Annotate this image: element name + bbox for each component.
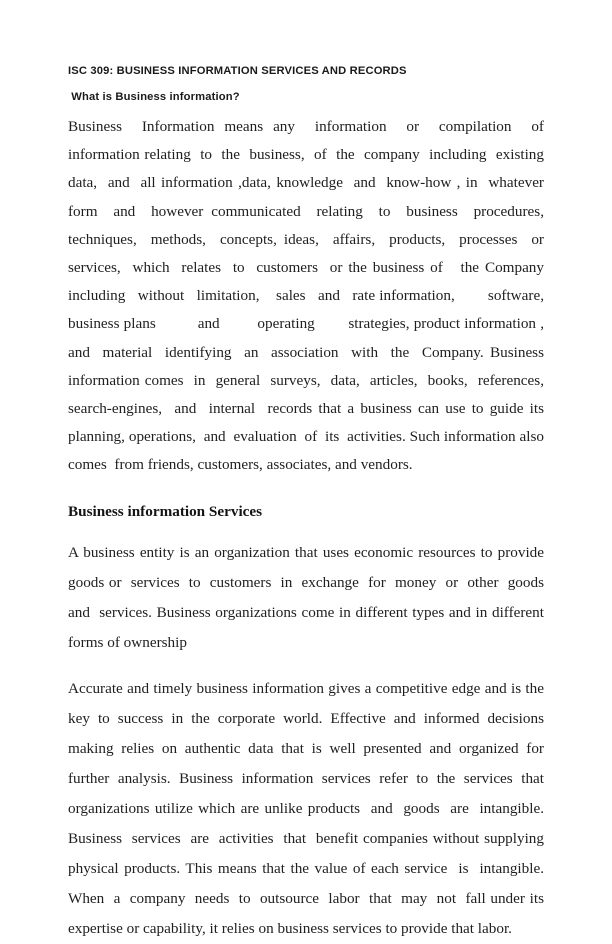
paragraph-business-entity: A business entity is an organization that uses economic resources to provide goods or services to customers in exchange for money or other goods and services. Business organizations come in different types and in different forms of ownership <box>68 543 552 651</box>
paragraph-accurate-timely-information: Accurate and timely business information gives a competitive edge and is the key to success in the corporate world. Effective and informed decisions making relies on authentic data that is well presented and organized for further analysis. Business information services refer to the services that organizations utilize which are unlike products and goods are intangible. Business services are activities that benefit companies without supplying physical products. This means that the value of each service is intangible. When a company needs to outsource labor that may not fall under its expertise or capability, it relies on business services to provide that labor. <box>68 679 552 937</box>
intro-paragraph: Business Information means any information or compilation of information relating to the business, of the company including existing data, and all information ,data, knowledge and know-how , in whatever form and however communicated relating to business procedures, techniques, methods, concepts, ideas, affairs, products, processes or services, which relates to customers or the business of the Company including without limitation, sales and rate information, software, business plans and operating strategies, product information , and material identifying an association with the Company. Business information comes in general surveys, data, articles, books, references, search-engines, and internal records that a business can use to guide its planning, operations, and evaluation of its activities. Such information also comes from friends, customers, associates, and vendors. <box>68 118 552 474</box>
spacer <box>68 522 544 538</box>
document-subtitle: What is Business information? <box>68 91 240 103</box>
spacer <box>68 480 544 502</box>
document-title: ISC 309: BUSINESS INFORMATION SERVICES AND RECORDS <box>68 65 407 77</box>
section-heading-business-information-services: Business information Services <box>68 502 263 520</box>
spacer <box>68 658 544 674</box>
document-body <box>68 64 552 944</box>
